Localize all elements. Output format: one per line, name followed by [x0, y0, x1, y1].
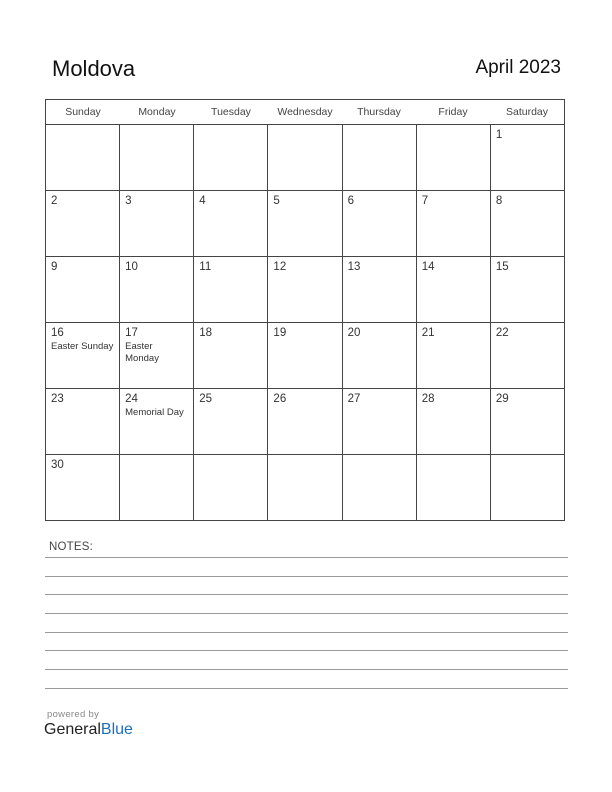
calendar-day-cell — [46, 455, 120, 520]
brand-blue-text: Blue — [100, 721, 133, 738]
weekday-monday: Monday — [138, 106, 176, 118]
weekday-sunday: Sunday — [65, 106, 101, 118]
day-number: 8 — [495, 195, 503, 207]
day-number: 14 — [421, 261, 435, 273]
calendar-day-cell — [343, 125, 417, 190]
calendar-day-cell — [491, 323, 564, 388]
calendar-day-cell — [491, 257, 564, 322]
day-number: 26 — [273, 393, 287, 405]
calendar-day-cell — [120, 125, 194, 190]
weekday-wednesday: Wednesday — [277, 106, 333, 118]
calendar-day-cell — [343, 389, 417, 454]
day-number: 19 — [273, 327, 287, 339]
weekday-thursday: Thursday — [357, 106, 401, 118]
day-number: 15 — [495, 261, 509, 273]
day-number: 10 — [125, 261, 138, 273]
notes-line — [45, 650, 568, 651]
calendar-day-cell — [194, 323, 268, 388]
calendar-day-cell — [417, 389, 491, 454]
calendar-week-row — [46, 257, 564, 323]
notes-line — [45, 576, 568, 577]
day-number: 6 — [347, 195, 354, 207]
calendar-day-cell — [268, 125, 342, 190]
calendar-day-cell — [268, 455, 342, 520]
calendar-day-cell — [120, 191, 194, 256]
day-number: 16 — [51, 327, 64, 339]
weekday-saturday: Saturday — [505, 106, 549, 118]
calendar-day-cell — [268, 191, 342, 256]
day-number: 30 — [51, 459, 64, 471]
page-title-country: Moldova — [52, 56, 136, 81]
page-title-month: April 2023 — [475, 57, 561, 78]
brand-general-text: General — [44, 721, 101, 738]
calendar-day-cell — [46, 389, 120, 454]
calendar-day-cell — [46, 323, 120, 388]
day-number: 29 — [495, 393, 509, 405]
calendar-day-cell — [120, 257, 194, 322]
day-number: 5 — [273, 195, 280, 207]
calendar-day-cell — [417, 257, 491, 322]
calendar-day-cell — [343, 257, 417, 322]
calendar-day-cell — [343, 455, 417, 520]
calendar-day-cell — [194, 389, 268, 454]
holiday-label: Memorial Day — [125, 407, 184, 418]
calendar-day-cell — [417, 125, 491, 190]
calendar-day-cell — [417, 323, 491, 388]
calendar-day-cell — [194, 257, 268, 322]
calendar-day-cell — [194, 125, 268, 190]
calendar-day-cell — [120, 389, 194, 454]
day-number: 3 — [125, 195, 132, 207]
weekday-friday: Friday — [438, 106, 468, 118]
calendar-day-cell — [491, 191, 564, 256]
day-number: 9 — [51, 261, 58, 273]
powered-by-text: powered by — [47, 709, 100, 720]
calendar-day-cell — [417, 455, 491, 520]
calendar-week-row — [46, 389, 564, 455]
calendar-day-cell — [268, 389, 342, 454]
calendar-grid — [45, 99, 565, 521]
day-number: 24 — [125, 393, 138, 405]
day-number: 4 — [199, 195, 206, 207]
day-number: 27 — [347, 393, 361, 405]
day-number: 20 — [347, 327, 361, 339]
calendar-day-cell — [46, 125, 120, 190]
holiday-label: Easter Monday — [125, 341, 159, 364]
calendar-week-row — [46, 323, 564, 389]
day-number: 12 — [273, 261, 287, 273]
calendar-day-cell — [46, 257, 120, 322]
calendar-day-cell — [491, 125, 564, 190]
calendar-day-cell — [194, 455, 268, 520]
day-number: 23 — [51, 393, 64, 405]
notes-line — [45, 669, 568, 670]
notes-line — [45, 632, 568, 633]
calendar-day-cell — [491, 455, 564, 520]
day-number: 21 — [421, 327, 435, 339]
day-number: 7 — [421, 195, 429, 207]
brand-logo — [44, 721, 133, 739]
holiday-label: Easter Sunday — [51, 341, 114, 352]
calendar-day-cell — [417, 191, 491, 256]
day-number: 25 — [199, 393, 213, 405]
calendar-day-cell — [120, 323, 194, 388]
notes-line — [45, 613, 568, 614]
weekday-header-row — [46, 100, 564, 125]
calendar-day-cell — [343, 191, 417, 256]
day-number: 18 — [199, 327, 213, 339]
weekday-tuesday: Tuesday — [211, 106, 251, 118]
calendar-week-row — [46, 455, 564, 520]
calendar-day-cell — [343, 323, 417, 388]
calendar-day-cell — [120, 455, 194, 520]
calendar-day-cell — [194, 191, 268, 256]
calendar-week-row — [46, 191, 564, 257]
notes-line — [45, 557, 568, 558]
day-number: 1 — [495, 129, 503, 141]
day-number: 13 — [347, 261, 361, 273]
day-number: 22 — [495, 327, 509, 339]
day-number: 28 — [421, 393, 435, 405]
day-number: 11 — [199, 261, 212, 273]
notes-line — [45, 594, 568, 595]
day-number: 2 — [51, 195, 58, 207]
calendar-week-row — [46, 125, 564, 191]
calendar-day-cell — [268, 257, 342, 322]
calendar-day-cell — [268, 323, 342, 388]
notes-line — [45, 688, 568, 689]
notes-label: NOTES: — [49, 541, 94, 553]
calendar-day-cell — [46, 191, 120, 256]
calendar-day-cell — [491, 389, 564, 454]
day-number: 17 — [125, 327, 138, 339]
